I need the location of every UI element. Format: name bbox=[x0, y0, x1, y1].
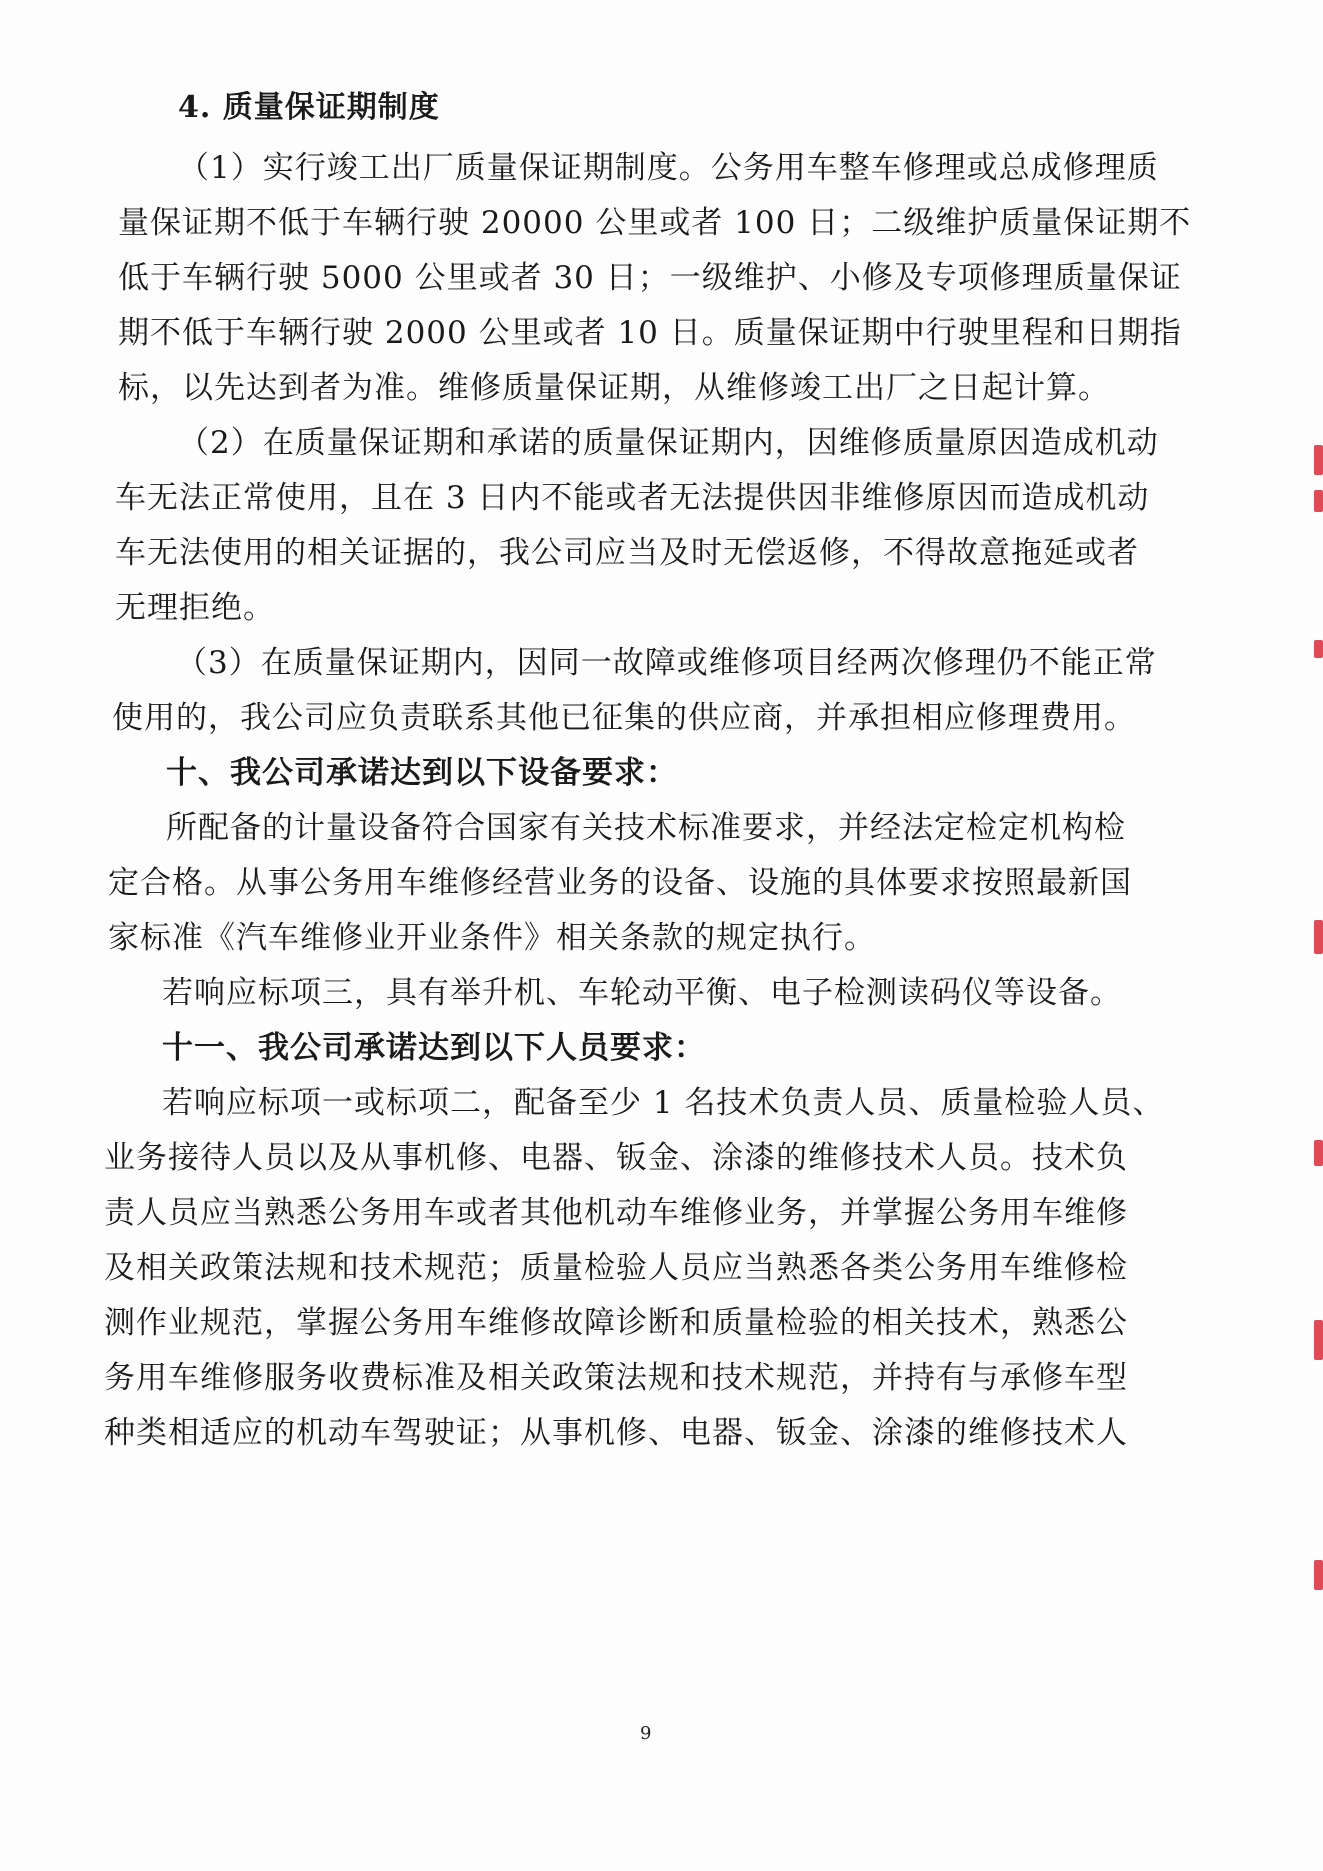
paragraph-line: 及相关政策法规和技术规范；质量检验人员应当熟悉各类公务用车维修检 bbox=[104, 1250, 1128, 1286]
seal-fragment bbox=[1314, 1560, 1323, 1590]
seal-fragment bbox=[1314, 920, 1323, 954]
paragraph-line: 若响应标项三，具有举升机、车轮动平衡、电子检测读码仪等设备。 bbox=[162, 975, 1122, 1011]
paragraph-line: 责人员应当熟悉公务用车或者其他机动车维修业务，并掌握公务用车维修 bbox=[104, 1195, 1128, 1231]
paragraph-line: 车无法正常使用，且在 3 日内不能或者无法提供因非维修原因而造成机动 bbox=[115, 480, 1150, 516]
paragraph-line: 所配备的计量设备符合国家有关技术标准要求，并经法定检定机构检 bbox=[166, 810, 1126, 846]
paragraph-line: （3）在质量保证期内，因同一故障或维修项目经两次修理仍不能正常 bbox=[176, 645, 1157, 681]
paragraph-line: 无理拒绝。 bbox=[115, 590, 275, 626]
paragraph-line: 低于车辆行驶 5000 公里或者 30 日；一级维护、小修及专项修理质量保证 bbox=[118, 260, 1182, 296]
paragraph-line: 务用车维修服务收费标准及相关政策法规和技术规范，并持有与承修车型 bbox=[104, 1360, 1128, 1396]
seal-fragment bbox=[1314, 1320, 1323, 1360]
paragraph-line: 期不低于车辆行驶 2000 公里或者 10 日。质量保证期中行驶里程和日期指 bbox=[118, 315, 1182, 351]
paragraph-line: 业务接待人员以及从事机修、电器、钣金、涂漆的维修技术人员。技术负 bbox=[104, 1140, 1128, 1176]
seal-fragment bbox=[1314, 490, 1323, 512]
section-heading: 4. 质量保证期制度 bbox=[178, 90, 440, 125]
paragraph-line: 使用的，我公司应负责联系其他已征集的供应商，并承担相应修理费用。 bbox=[112, 700, 1136, 736]
paragraph-line: 量保证期不低于车辆行驶 20000 公里或者 100 日；二级维护质量保证期不 bbox=[118, 205, 1192, 241]
paragraph-line: 种类相适应的机动车驾驶证；从事机修、电器、钣金、涂漆的维修技术人 bbox=[104, 1415, 1128, 1451]
section-title: 十一、我公司承诺达到以下人员要求： bbox=[162, 1030, 706, 1066]
paragraph-line: （1）实行竣工出厂质量保证期制度。公务用车整车修理或总成修理质 bbox=[178, 150, 1159, 186]
paragraph-line: 测作业规范，掌握公务用车维修故障诊断和质量检验的相关技术，熟悉公 bbox=[104, 1305, 1128, 1341]
paragraph-line: （2）在质量保证期和承诺的质量保证期内，因维修质量原因造成机动 bbox=[178, 425, 1159, 461]
seal-fragment bbox=[1314, 1140, 1323, 1166]
paragraph-line: 标，以先达到者为准。维修质量保证期，从维修竣工出厂之日起计算。 bbox=[118, 370, 1110, 406]
paragraph-line: 家标准《汽车维修业开业条件》相关条款的规定执行。 bbox=[108, 920, 876, 956]
paragraph-line: 定合格。从事公务用车维修经营业务的设备、设施的具体要求按照最新国 bbox=[108, 865, 1132, 901]
paragraph-line: 若响应标项一或标项二，配备至少 1 名技术负责人员、质量检验人员、 bbox=[162, 1085, 1165, 1121]
seal-fragment bbox=[1314, 640, 1323, 658]
page-number: 9 bbox=[640, 1723, 652, 1744]
seal-fragment bbox=[1314, 445, 1323, 475]
section-title: 十、我公司承诺达到以下设备要求： bbox=[166, 755, 678, 791]
paragraph-line: 车无法使用的相关证据的，我公司应当及时无偿返修，不得故意拖延或者 bbox=[115, 535, 1139, 571]
